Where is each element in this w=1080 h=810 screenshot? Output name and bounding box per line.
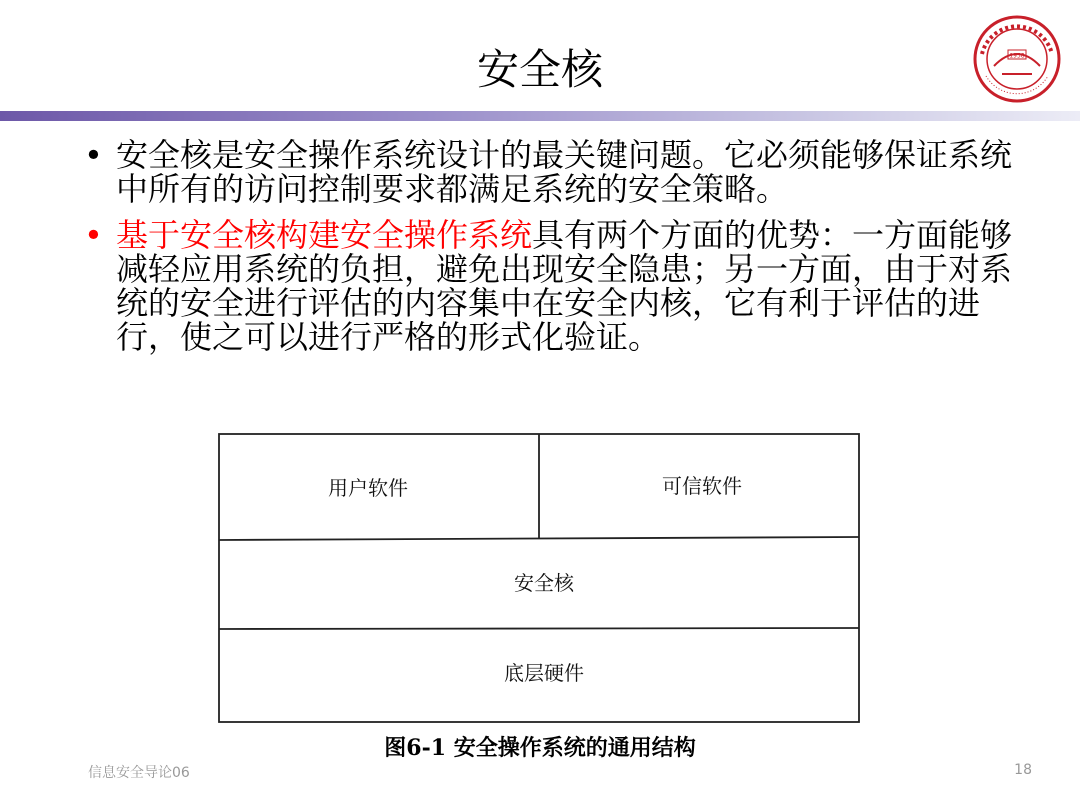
bullet-item [82, 218, 1032, 354]
seal-year: 1958 [1009, 52, 1025, 60]
layer-user-software: 用户软件 [328, 476, 408, 500]
bullet-text: 具有两个方面的优势：一方面能够减轻应用系统的负担，避免出现安全隐患；另一方面，由于对系统的安全进行评估的内容集中在安全内核，它有利于评估的进行，使之可以进行严格的形式化验证。 [116, 216, 1013, 356]
slide-title: 安全核 [476, 45, 603, 94]
figure-caption: 图6-1 安全操作系统的通用结构 [384, 735, 696, 761]
bullet-item [82, 138, 1032, 206]
layer-security-kernel: 安全核 [514, 571, 574, 595]
layer-divider [219, 628, 859, 629]
page-number: 18 [1014, 762, 1032, 778]
footer-course: 信息安全导论06 [88, 765, 190, 781]
bullet-dot: • [84, 216, 103, 254]
bullet-list [82, 138, 1032, 366]
layer-trusted-software: 可信软件 [662, 474, 742, 498]
bullet-dot: • [84, 136, 103, 174]
bullet-highlight: 基于安全核构建安全操作系统 [116, 216, 533, 254]
title-divider [0, 111, 1080, 121]
layer-hardware: 底层硬件 [504, 661, 584, 685]
bullet-text: 安全核是安全操作系统设计的最关键问题。它必须能够保证系统中所有的访问控制要求都满足系统的安全策略。 [116, 136, 1013, 208]
university-seal-icon [972, 14, 1062, 104]
architecture-diagram [218, 433, 860, 723]
